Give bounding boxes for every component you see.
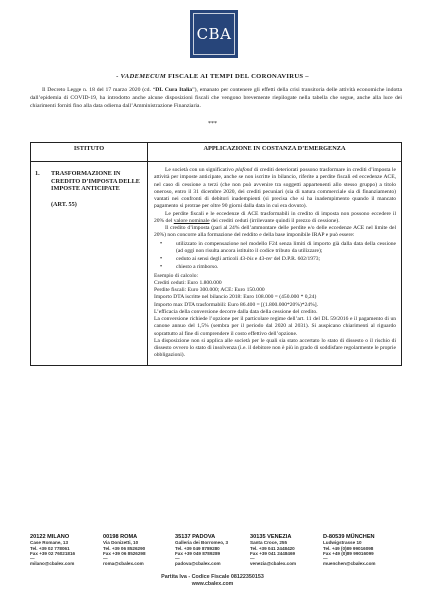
office-padova <box>175 535 228 567</box>
office-muenchen <box>323 535 375 567</box>
p2-text-a: Le perdite fiscali e le eccedenze di ACE trasformabili in credito di imposta non possono eccedere il 20% del <box>154 210 396 224</box>
office-city: 20122 MILANO <box>30 534 70 540</box>
list-item-rimborso: • chiesto a rimborso. <box>154 264 396 271</box>
row-istituto-cell <box>31 162 148 366</box>
bullet2-a: ceduto ai sensi degli articoli 43- <box>176 256 248 262</box>
office-fax: Fax +49 (0)89 99016099 <box>323 550 374 556</box>
office-separator: — <box>250 556 255 562</box>
intro-part2: ”), emanato per contenere gli effetti della crisi transitoria delle attività economiche indotta dall’epidemia di COVID-19, ha introdotto anche alcune disposizioni fiscali che vengono brevemente riepilogate nella tabella che segue, anche alla luce dei chiarimenti forniti fino alla data odierna dall’Amministrazione Finanziaria. <box>30 87 402 109</box>
p2-underline: valore nominale <box>173 217 210 224</box>
heading-prefix: - <box>116 73 121 80</box>
office-phone: Tel. +39 02 778061 <box>30 545 70 551</box>
footer-vat: Partita Iva - Codice Fiscale 08122350153 <box>161 574 264 580</box>
p1-text-a: Le società con un significativo <box>165 167 236 173</box>
office-address: Ludwigstrasse 10 <box>323 540 362 546</box>
example-title: Esempio di calcolo: <box>154 272 199 279</box>
p2-text-b: dei crediti ceduti (irrilevante quindi il prezzo di cessione). <box>209 217 340 224</box>
office-address: Case Romane, 13 <box>30 540 69 546</box>
intro-paragraph <box>30 86 402 110</box>
office-fax: Fax +39 049 8789289 <box>175 550 221 556</box>
office-address: Via Donizetti, 10 <box>103 540 139 546</box>
cba-logo <box>190 10 238 58</box>
example-line-4: Importo max DTA trasformabili: Euro 86.400 = [(1.800.000*20%)*24%]. <box>154 301 318 308</box>
table-row <box>31 162 402 366</box>
paragraph-2 <box>154 211 396 226</box>
row-title: TRASFORMAZIONE IN CREDITO D’IMPOSTA DELLE IMPOSTE ANTICIPATE <box>51 170 140 192</box>
office-phone: Tel. +39 06 8526290 <box>103 545 146 551</box>
footer-website[interactable]: www.cbalex.com <box>191 581 234 587</box>
bullet2-c: del D.P.R. 602/1973; <box>272 256 321 262</box>
office-roma <box>103 535 146 567</box>
office-phone: Tel. +49 (0)89 99016098 <box>323 545 374 551</box>
office-phone: Tel. +39 041 2448420 <box>250 545 295 551</box>
office-city: 30135 VENEZIA <box>250 534 292 540</box>
office-fax: Fax +39 041 2448469 <box>250 550 296 556</box>
office-fax: Fax +39 06 8526298 <box>103 550 146 556</box>
document-heading <box>0 73 425 80</box>
office-phone: Tel. +39 049 8789280 <box>175 545 220 551</box>
bullet2-italic-bis: bis <box>247 256 254 262</box>
separator-stars: *** <box>208 121 217 127</box>
office-separator: — <box>103 556 108 562</box>
col-header-istituto: ISTITUTO <box>31 143 148 162</box>
example-line-3: Importo DTA iscritte nel bilancio 2018: Euro 108.000 = (450.000 * 0,24) <box>154 294 317 301</box>
intro-part1: Il Decreto Legge n. 18 del 17 marzo 2020 (cd. “ <box>42 87 156 93</box>
paragraph-1 <box>154 167 396 211</box>
p1-text-b: di crediti deteriorati possono trasformare in crediti d’imposta le attività per imposte anticipate, anche se non iscritte in bilancio, riferite a perdite fiscali ed eccedenze ACE, nel caso di cessione a terzi (che non può avvenire tra soggetti appartenenti allo stesso gruppo) a titolo oneroso, entro il 31 dicembre 2020, dei crediti pecuniari (sia di natura commerciale sia di finanziamento) vantati nei confronti di debitori inadempienti (si precisa che si ha inadempimento quando il mancato pagamento si protrae per oltre 90 giorni dalla data in cui era dovuto). <box>154 167 396 210</box>
office-city: 35137 PADOVA <box>175 534 216 540</box>
office-city: 00198 ROMA <box>103 534 138 540</box>
paragraph-3: Il credito d’imposta (pari al 24% dell’ammontare delle perdite e/o delle eccedenze ACE nel limite del 20%) non concorre alla formazione del reddito e della base imponibile IRAP e può essere: <box>154 225 396 239</box>
office-address: Galleria dei Borromeo, 3 <box>175 540 229 546</box>
logo-text: CBA <box>193 13 235 55</box>
office-fax: Fax +39 02 76021816 <box>30 550 76 556</box>
office-venezia <box>250 535 296 567</box>
heading-italic: VADEMECUM <box>120 73 166 80</box>
intro-bold: DL Cura Italia <box>155 87 193 93</box>
row-number: 1. <box>35 170 40 177</box>
paragraph-4: L’efficacia della conversione decorre dalla data della cessione del credito. <box>154 308 318 315</box>
office-email[interactable]: roma@cbalex.com <box>103 561 144 567</box>
list-item-cessione <box>154 256 396 263</box>
office-email[interactable]: muenchen@cbalex.com <box>323 561 376 567</box>
paragraph-5: La conversione richiede l’opzione per il particolare regime dell’art. 11 del DL 59/2016 e il pagamento di un canone annuo del 1,5% (sembra per il periodo dal 2020 al 2031). Si auspicano chiarimenti al riguardo soprattutto al fine di comprendere il costo effettivo dell’opzione. <box>154 316 396 337</box>
office-separator: — <box>323 556 328 562</box>
measures-table <box>30 142 402 366</box>
office-email[interactable]: milano@cbalex.com <box>30 561 75 567</box>
col-header-applicazione: APPLICAZIONE IN COSTANZA D’EMERGENZA <box>148 143 402 162</box>
example-line-2: Perdite fiscali: Euro 300.000; ACE: Euro 150.000 <box>154 287 265 293</box>
bullet2-italic-ter: ter <box>266 256 273 262</box>
office-city: D-80539 MÜNCHEN <box>323 534 375 540</box>
office-separator: — <box>30 556 35 562</box>
options-list <box>154 241 396 272</box>
paragraph-6: La disposizione non si applica alle società per le quali sia stato accertato lo stato di dissesto o il rischio di dissesto ovvero lo stato di insolvenza (i.e. il debitore non è più in grado di soddisfare regolarmente le proprie obbligazioni). <box>154 337 396 359</box>
heading-rest: FISCALE AI TEMPI DEL CORONAVIRUS – <box>166 73 309 80</box>
row-applicazione-cell <box>148 162 402 366</box>
row-title-block <box>35 170 144 193</box>
table-header-row <box>31 143 402 162</box>
office-separator: — <box>175 556 180 562</box>
office-email[interactable]: padova@cbalex.com <box>175 561 221 567</box>
office-milano <box>30 535 75 567</box>
office-email[interactable]: venezia@cbalex.com <box>250 561 297 567</box>
row-article: (ART. 55) <box>51 200 77 208</box>
list-item-compensazione: • utilizzato in compensazione nel modello F24 senza limiti di importo già dalla data della cessione (ad oggi non risulta ancora istituito il codice tributo da utilizzare); <box>154 241 396 256</box>
example-line-1: Crediti ceduti: Euro 1.800.000 <box>154 279 222 286</box>
p1-italic: plafond <box>235 167 253 173</box>
office-address: Santa Croce, 255 <box>250 540 288 546</box>
bullet2-b: e 43- <box>253 256 267 262</box>
